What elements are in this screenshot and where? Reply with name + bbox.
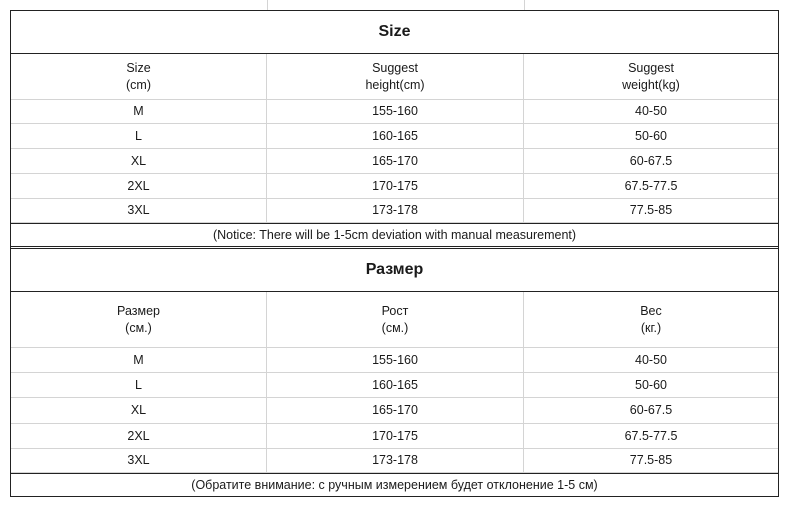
column-divider-stub xyxy=(267,0,268,10)
size-cell: L xyxy=(11,373,267,397)
height-cell: 165-170 xyxy=(267,149,524,173)
size-cell: L xyxy=(11,124,267,148)
weight-cell: 67.5-77.5 xyxy=(624,178,678,193)
size-cell: 3XL xyxy=(11,449,267,472)
weight-cell: 50-60 xyxy=(635,377,667,392)
weight-cell: 77.5-85 xyxy=(629,453,673,467)
notice-text: (Обратите внимание: с ручным измерением будет отклонение 1-5 см) xyxy=(11,473,778,496)
weight-cell: 60-67.5 xyxy=(629,153,673,168)
header-weight xyxy=(524,292,778,347)
height-cell: 155-160 xyxy=(267,348,524,372)
table-row xyxy=(11,424,778,449)
column-divider-stub xyxy=(524,0,525,10)
header-line: Вес xyxy=(640,303,662,318)
weight-cell: 40-50 xyxy=(635,352,667,367)
size-cell: M xyxy=(11,348,267,372)
table-row xyxy=(11,100,778,124)
header-size xyxy=(11,292,267,347)
header-height xyxy=(267,54,524,99)
height-cell: 155-160 xyxy=(267,100,524,123)
header-line: height(cm) xyxy=(365,77,425,92)
height-cell: 170-175 xyxy=(267,174,524,198)
header-line: (см.) xyxy=(381,320,409,335)
size-table-ru xyxy=(10,248,779,497)
header-line: Suggest xyxy=(372,60,418,75)
size-cell: XL xyxy=(11,398,267,423)
header-weight xyxy=(524,54,778,99)
header-line: Suggest xyxy=(628,60,674,75)
size-cell: 2XL xyxy=(11,424,267,448)
table-row xyxy=(11,398,778,424)
height-cell: 160-165 xyxy=(267,124,524,148)
header-row xyxy=(11,54,778,100)
height-cell: 160-165 xyxy=(267,373,524,397)
size-cell: M xyxy=(11,100,267,123)
size-cell: 3XL xyxy=(11,199,267,222)
height-cell: 173-178 xyxy=(267,449,524,472)
table-row xyxy=(11,373,778,398)
table-row xyxy=(11,174,778,199)
weight-cell: 40-50 xyxy=(635,104,667,118)
height-cell: 165-170 xyxy=(267,398,524,423)
header-size xyxy=(11,54,267,99)
header-height xyxy=(267,292,524,347)
notice-text: (Notice: There will be 1-5cm deviation with manual measurement) xyxy=(11,223,778,246)
weight-cell: 77.5-85 xyxy=(629,203,673,217)
weight-cell: 50-60 xyxy=(635,128,667,143)
header-line: Size xyxy=(126,60,151,75)
size-table-en xyxy=(10,10,779,247)
table-title: Size xyxy=(11,11,778,54)
table-row xyxy=(11,449,778,473)
size-cell: 2XL xyxy=(11,174,267,198)
height-cell: 173-178 xyxy=(267,199,524,222)
height-cell: 170-175 xyxy=(267,424,524,448)
table-row xyxy=(11,348,778,373)
table-separator xyxy=(10,234,779,248)
header-line: weight(kg) xyxy=(622,77,680,92)
weight-cell: 67.5-77.5 xyxy=(624,428,678,443)
header-line: (cm) xyxy=(126,77,151,92)
table-row xyxy=(11,124,778,149)
header-row xyxy=(11,292,778,348)
header-line: Рост xyxy=(381,303,409,318)
table-row xyxy=(11,199,778,223)
header-line: (см.) xyxy=(125,320,152,335)
table-row xyxy=(11,149,778,174)
size-cell: XL xyxy=(11,149,267,173)
table-title: Размер xyxy=(11,249,778,292)
weight-cell: 60-67.5 xyxy=(629,403,673,417)
header-line: Размер xyxy=(117,303,160,318)
header-line: (кг.) xyxy=(640,320,662,335)
